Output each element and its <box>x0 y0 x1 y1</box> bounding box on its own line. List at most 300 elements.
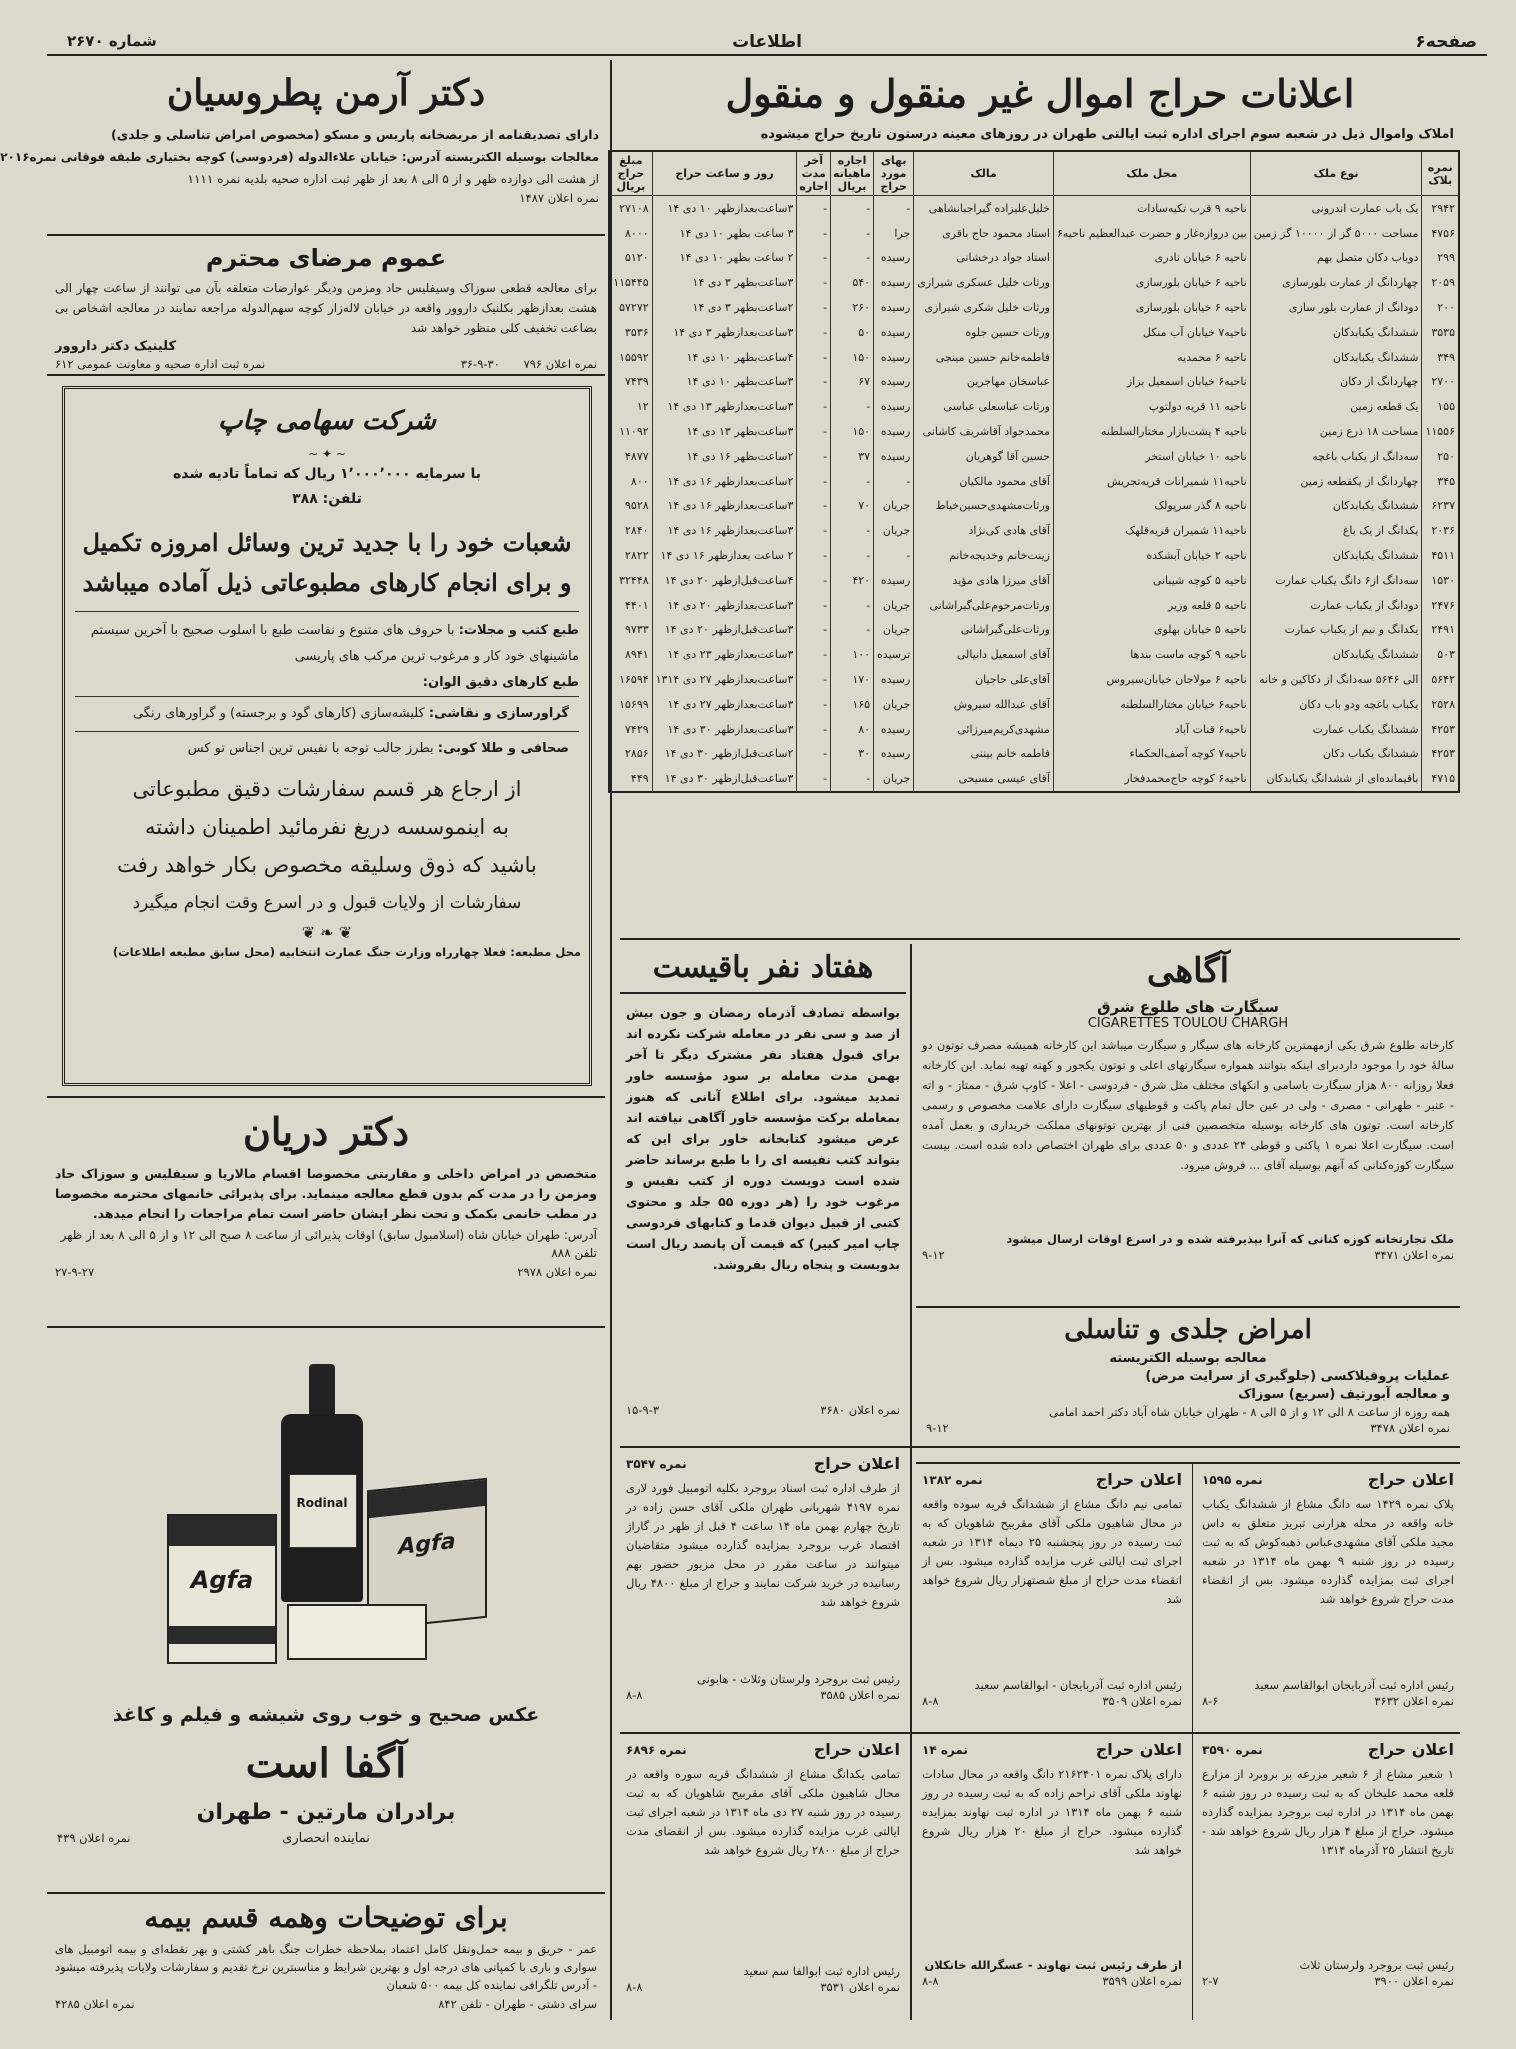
notice-3-sign: رئیس اداره ثبت آذربایجان ابوالقاسم سعید <box>1254 1678 1454 1692</box>
print-closing <box>65 770 589 922</box>
auction-row <box>609 593 1459 618</box>
print-address: محل مطبعه: فعلا چهارراه وزارت جنگ عمارت انتخابیه (محل سابق مطبعه اطلاعات) <box>112 945 581 959</box>
notice-2 <box>916 1468 1188 1730</box>
auction-cell: حسین آقا گوهریان <box>914 444 1054 469</box>
agfa-ad <box>47 1330 605 1890</box>
agfa-dealer: برادران مارتین - طهران <box>196 1800 456 1825</box>
auction-cell: - <box>797 345 831 370</box>
auction-cell: ۲۵۲۸ <box>1422 692 1459 717</box>
page-header <box>47 30 1487 56</box>
can-left-label: Agfa <box>190 1566 254 1594</box>
print-company-ad <box>62 386 592 1086</box>
notice-1-adline <box>620 1687 906 1703</box>
auction-row <box>609 543 1459 568</box>
notice-3-no: نمره ۱۵۹۵ <box>1202 1473 1263 1487</box>
auction-cell: ۱۱۵۴۴۵ <box>609 270 652 295</box>
col-amount: مبلغ حراج بریال <box>609 151 652 196</box>
col-location: محل ملک <box>1053 151 1250 196</box>
print-phone: تلفن: ۳۸۸ <box>292 491 362 507</box>
auction-cell: ۲ساعت‌بعدازظهر ۱۶ دی ۱۴ <box>652 469 797 494</box>
auction-cell: ۵۰۳ <box>1422 642 1459 667</box>
auction-cell: ۱۰۰ <box>831 642 874 667</box>
auction-cell: ۴۴۰۱ <box>609 593 652 618</box>
notice-5-no: نمره ۱۴ <box>922 1743 968 1757</box>
auction-cell: دودانگ از عمارت بلور سازی <box>1250 295 1422 320</box>
notice-2-ad: نمره اعلان ۳۵۰۹ <box>1102 1694 1182 1708</box>
cig-title: آگاهی <box>1146 951 1230 991</box>
page-number: صفحه۶ <box>1415 32 1477 52</box>
auction-cell: ۷۴۳۹ <box>609 370 652 395</box>
auction-cell: ۱۵۵ <box>1422 394 1459 419</box>
general-reg: نمره ثبت اداره صحیه و معاونت عمومی ۶۱۲ <box>55 357 266 371</box>
auction-cell: ۳ساعت‌بظهر ۱۳ دی ۱۴ <box>652 419 797 444</box>
insurance-ad <box>47 1896 605 2020</box>
auction-cell: - <box>797 370 831 395</box>
col-lease: آخر مدت اجاره <box>797 151 831 196</box>
auction-cell: ۳ساعت‌بعدازظهر ۱۳ دی ۱۴ <box>652 394 797 419</box>
notice-6-adline <box>1196 1973 1460 1989</box>
auction-cell: رسیده <box>874 270 914 295</box>
notice-3-title: اعلان حراج <box>1367 1470 1454 1489</box>
auction-cell: ناحیه ۶ خیابان بلورسازی <box>1053 295 1250 320</box>
auction-cell: ۱۶۵ <box>831 692 874 717</box>
notice-6-head <box>1196 1738 1460 1763</box>
auction-cell: ۲۰۳۶ <box>1422 518 1459 543</box>
auction-cell: - <box>874 543 914 568</box>
auction-cell: ۳۲۴۴۸ <box>609 568 652 593</box>
auction-row <box>609 270 1459 295</box>
auction-cell: ۳ساعت‌بعدازظهر ۱۰ دی ۱۴ <box>652 196 797 221</box>
auction-cell: ۳ساعت‌بعدازظهر ۱۶ دی ۱۴ <box>652 518 797 543</box>
general-body: برای معالجه قطعی سوزاک وسیفلیس حاد ومزمن ودیگر عوارضات متعلقه بآن می توانند از ساعت چهار الی هشت بعدازظهر بکلنیک داروور واقعه در خیابان لاله‌زار کوچه سهم‌الدوله مراجعه نمایند در معالجه اشخاص بی بضاعت تخفیف کلی منظور خواهد شد <box>55 281 597 335</box>
auction-cell: - <box>831 618 874 643</box>
auction-cell: ۴۵۱۱ <box>1422 543 1459 568</box>
print-service-1 <box>65 612 589 670</box>
auction-cell: ۲۸۲۲ <box>609 543 652 568</box>
notice-6-title: اعلان حراج <box>1367 1740 1454 1759</box>
auction-row <box>609 320 1459 345</box>
auction-cell: - <box>797 543 831 568</box>
auction-cell: ۱۱۵۵۶ <box>1422 419 1459 444</box>
auction-cell: - <box>874 469 914 494</box>
auction-cell: ششدانگ یکباب عمارت <box>1250 717 1422 742</box>
auction-subtitle: املاک واموال ذیل در شعبه سوم اجرای اداره ثبت ایالتی طهران در روزهای معینه درستون تاریخ حراج میشوده <box>760 127 1454 142</box>
auction-cell: ششدانگ یکبابدکان <box>1250 345 1422 370</box>
auction-cell: زینت‌خانم وخدیجه‌خانم <box>914 543 1054 568</box>
auction-cell: - <box>797 518 831 543</box>
auction-cell: - <box>797 221 831 246</box>
auction-cell: ۴۴۹ <box>609 766 652 792</box>
ornament-icon: ~ ✦ ~ <box>308 447 346 461</box>
seventy-footer <box>620 1400 906 1420</box>
auction-row <box>609 766 1459 792</box>
auction-cell: ناحیه۷ خیابان آب منکل <box>1053 320 1250 345</box>
insurance-footer <box>47 1994 605 2014</box>
cig-ad-no: نمره اعلان ۳۴۷۱ <box>1374 1248 1454 1262</box>
auction-cell: آقای هادی کی‌نژاد <box>914 518 1054 543</box>
notice-3-date: ۸-۶ <box>1202 1694 1219 1708</box>
auction-cell: ۳۵۳۵ <box>1422 320 1459 345</box>
auction-cell: رسیده <box>874 444 914 469</box>
auction-row <box>609 469 1459 494</box>
armen-ad-no: نمره اعلان ۱۴۸۷ <box>519 191 599 205</box>
notice-1-body: از طرف اداره ثبت اسناد بروجرد بکلیه اتومبیل فورد لاری نمره ۴۱۹۷ شهربانی طهران ملکی آقای حسن زاده در تاریخ چهارم بهمن ماه ۱۴ ساعت ۴ قبل از ظهر در گاراژ اقتصاد غرب بروجرد بمزایده گذارده میشود متقاضیان میتوانند در ساعت مقرر در محل مزبور حضور بهم رسانیده در خرید شرکت نمایند و حراج از مبلغ ۴۸۰۰ ریال شروع خواهد شد <box>626 1481 901 1609</box>
derm-adline <box>916 1420 1460 1436</box>
auction-cell: ورثات خلیل عسکری شیرازی <box>914 270 1054 295</box>
auction-cell: - <box>831 394 874 419</box>
notice-1-title: اعلان حراج <box>813 1454 900 1473</box>
notice-5-ad: نمره اعلان ۳۵۹۹ <box>1102 1974 1182 1988</box>
derm-ad-no: نمره اعلان ۳۴۷۸ <box>1370 1421 1450 1435</box>
auction-cell: ۴ساعت‌قبل‌ازظهر ۲۰ دی ۱۴ <box>652 568 797 593</box>
auction-cell: ۱۵۶۹۹ <box>609 692 652 717</box>
auction-cell: جریان <box>874 766 914 792</box>
general-date: ۳۰-۹-۳۶ <box>460 357 500 371</box>
notice-5-body: دارای پلاک نمره ۲۱۶۲۴۰۱ دانگ واقعه در محال سادات نهاوند ملکی آقای نراحم زاده که به ثبت رسیده در روز شنبه ۶ بهمن ماه ۱۳۱۴ در اداره ثبت نهاوند بمزایده گذارده میشود. حراج از مبلغ ۲۰ هزار ریال شروع خواهد شد <box>922 1767 1183 1857</box>
notice-2-body: تمامی نیم دانگ مشاع از ششدانگ قریه سوده واقعه در محال شاهیون ملکی آقای مقربیح شاهویان که به ثبت رسیده در روز پنجشنبه ۲۵ دیماه ۱۳۱۴ در شعبه اجرای ثبت ایالتی غرب مزایده گذارده میشود. بس از انقضاء مدت حراج از مبلغ شصتهزار ریال شروع خواهد شد <box>922 1497 1182 1606</box>
general-ad-no: نمره اعلان ۷۹۶ <box>523 357 597 371</box>
auction-cell: ناحیه ۹ کوچه ماست بندها <box>1053 642 1250 667</box>
notice-5-adline <box>916 1973 1188 1989</box>
notice-1-date: ۸-۸ <box>626 1688 643 1702</box>
auction-cell: ناحیه ۲ خیابان آبشکده <box>1053 543 1250 568</box>
auction-cell: - <box>797 742 831 767</box>
auction-cell: ناحیه ۱۰ خیابان استخر <box>1053 444 1250 469</box>
notice-4-title: اعلان حراج <box>813 1740 900 1759</box>
auction-cell: رسیده <box>874 370 914 395</box>
auction-cell: ۲۸۵۶ <box>609 742 652 767</box>
notice-2-adline <box>916 1693 1188 1709</box>
auction-cell: رسیده <box>874 717 914 742</box>
print-closing-2: به اینموسسه دریغ نفرمائید اطمینان داشته <box>144 815 510 839</box>
notice-4-no: نمره ۶۸۹۶ <box>626 1743 687 1757</box>
auction-section <box>613 64 1460 936</box>
notice-3-ad: نمره اعلان ۳۶۳۲ <box>1374 1694 1454 1708</box>
print-s4-label: صحافی و طلا کوبی: <box>437 741 569 756</box>
auction-cell: ۳ساعت‌بعدازظهر ۲۳ دی ۱۴ <box>652 642 797 667</box>
auction-cell: ۸۹۴۱ <box>609 642 652 667</box>
film-box-icon <box>287 1604 427 1660</box>
agfa-rep: نماینده انحصاری <box>282 1831 370 1846</box>
print-company-name: شرکت سهامی چاپ <box>218 406 436 436</box>
notice-3-body: پلاک نمره ۱۴۲۹ سه دانگ مشاع از ششدانگ یکباب خانه واقعه در محله هزارنی تبریز متعلق به داس مجید ملکی آقای مشهدی‌عباس ذهبه‌کوش که به ثبت رسیده در روز شنبه ۹ بهمن ماه ۱۳۱۴ در شعبه اجرای ثبت بمزایده گذارده میشود. بس از انقضاء مدت حراج شروع خواهد شد <box>1202 1497 1454 1606</box>
auction-header-row <box>609 151 1459 196</box>
auction-cell: آقای عیسی مسیحی <box>914 766 1054 792</box>
auction-cell: ناحیه۶ کوچه حاج‌محمدفخار <box>1053 766 1250 792</box>
auction-cell: ۴۸۷۷ <box>609 444 652 469</box>
auction-cell: ناحیه ۶ مولاجان خیابان‌سیروس <box>1053 667 1250 692</box>
notice-4-body: تمامی یکدانگ مشاع از ششدانگ قریه سوره واقعه در محال شاهیون ملکی آقای مقربیح شاهویان که به ثبت رسیده در روز شنبه ۲۷ دی ماه ۱۳۱۴ در شعبه اجرای ثبت ایالتی غرب مزایده گذارده میشود. بس از انقضای مدت حراج از مبلغ ۲۸۰۰ ریال شروع خواهد شد <box>626 1767 900 1857</box>
auction-cell: ناحیه ۴ پشت‌بازار مختارالسلطنه <box>1053 419 1250 444</box>
auction-cell: جریان <box>874 618 914 643</box>
auction-cell: ششدانگ یکبابدکان <box>1250 642 1422 667</box>
insurance-ad-no: نمره اعلان ۴۲۸۵ <box>55 1997 135 2011</box>
auction-cell: بین دروازه‌غار و حضرت عبدالعظیم ناحیه۶ <box>1053 221 1250 246</box>
armen-ad <box>0 62 605 232</box>
general-clinic: کلینیک دکتر داروور <box>55 339 177 354</box>
seventy-ad <box>620 944 906 1444</box>
notice-3-head <box>1196 1468 1460 1493</box>
notice-1 <box>620 1452 906 1730</box>
auction-cell: - <box>797 246 831 271</box>
auction-row <box>609 196 1459 221</box>
auction-cell: ناحیه ۵ کوچه شیبانی <box>1053 568 1250 593</box>
cig-body: کارخانه طلوع شرق یکی ازمهمترین کارخانه های سیگار و سیگارت میباشد این کارخانه همیشه مصرف توتون دو سالهٔ خود را موجود داردبرای اینکه بتوانند همواره سیگارتهای اعلی و توتون یکجور و کهنه تهیه نماید. این کارخانه فعلا روزانه ۸۰۰ هزار سیگارت باسامی و انکهای مختلف مثل شرق - فردوسی - اعلا - کاوپ شرق - ممتاز - و اته - عنبر - طهرانی - مصری - ولی در عین حال تمام پاکت و قوطیهای سیگارت دارای علامت مخصوص و رسمی کارخانه است. توتون های کارخانه بوسیله متخصصین فنی از بهترین توتونهای مملکت خریداری و بعمل آمده است. سیگارت اعلا نمره ۱ پاکتی و قوطی ۲۴ عددی و ۵۰ عددی برای طهران اختصاص داده شده است. بیست سیگارت کوزه‌کنانی که آنهم بوسیله آقای ... فروش میرود. <box>922 1038 1454 1172</box>
print-service-4 <box>75 731 579 766</box>
issue-number: شماره ۲۶۷۰ <box>67 32 157 50</box>
auction-cell: ناحیه۷ کوچه آصف‌الحکماء <box>1053 742 1250 767</box>
general-ad <box>47 238 605 372</box>
auction-cell: رسیده <box>874 419 914 444</box>
armen-line3: از هشت الی دوازده ظهر و از ۵ الی ۸ بعد از ظهر ثبت اداره صحیه بلدیه نمره ۱۱۱۱ <box>187 172 599 186</box>
agfa-ad-no: نمره اعلان ۴۳۹ <box>57 1831 131 1845</box>
cig-date: ۹-۱۲ <box>922 1248 945 1262</box>
cigarette-ad <box>916 944 1460 1304</box>
auction-cell: ۳ساعت‌قبل‌ازظهر ۳۰ دی ۱۴ <box>652 766 797 792</box>
auction-cell: ۳ساعت‌بعدازظهر ۲۷ دی ۱۳۱۴ <box>652 667 797 692</box>
auction-cell: - <box>831 469 874 494</box>
auction-cell: - <box>797 444 831 469</box>
notice-5 <box>916 1738 1188 2020</box>
auction-cell: عباسخان مهاجرین <box>914 370 1054 395</box>
auction-cell: ۳ساعت‌بظهر ۱۰ دی ۱۴ <box>652 370 797 395</box>
auction-cell: رسیده <box>874 295 914 320</box>
notice-3-adline <box>1196 1693 1460 1709</box>
derm-ad <box>916 1310 1460 1460</box>
agfa-products-illustration <box>167 1364 487 1684</box>
auction-cell: رسیده <box>874 394 914 419</box>
auction-cell: - <box>797 717 831 742</box>
auction-cell: ۲۷۱۰۸ <box>609 196 652 221</box>
auction-cell: - <box>797 469 831 494</box>
auction-cell: رسیده <box>874 246 914 271</box>
notice-2-sign: رئیس اداره ثبت آذربایجان - ابوالقاسم سعید <box>974 1678 1182 1692</box>
armen-title: دکتر آرمن پطروسیان <box>166 72 486 114</box>
auction-row <box>609 618 1459 643</box>
auction-cell: الی ۵۶۴۶ سه‌دانگ از دکاکین و خانه <box>1250 667 1422 692</box>
auction-cell: یکدانگ از یک باغ <box>1250 518 1422 543</box>
derm-sub: معالجه بوسیله الکتریسته <box>1109 1351 1267 1366</box>
notice-6-no: نمره ۳۵۹۰ <box>1202 1743 1263 1757</box>
auction-row <box>609 419 1459 444</box>
newspaper-name: اطلاعات <box>732 32 802 52</box>
col-status: بهای مورد حراج <box>874 151 914 196</box>
general-footer <box>47 356 605 372</box>
auction-cell: ۲ساعت‌قبل‌ازظهر ۳۰ دی ۱۴ <box>652 742 797 767</box>
cig-subtitle-en: CIGARETTES TOULOU CHARGH <box>1087 1016 1289 1031</box>
auction-cell: باقیمانده‌ای از ششدانگ یکبابدکان <box>1250 766 1422 792</box>
auction-cell: ۵۷۲۷۲ <box>609 295 652 320</box>
auction-body <box>609 196 1459 793</box>
auction-cell: - <box>831 246 874 271</box>
insurance-address: سرای دشتی - طهران - تلفن ۸۴۲ <box>438 1997 597 2011</box>
notice-6-sign: رئیس ثبت بروجرد ولرستان ثلاث <box>1299 1958 1454 1972</box>
auction-cell: ۴۲۰ <box>831 568 874 593</box>
general-title: عموم مرضای محترم <box>205 244 447 272</box>
auction-cell: - <box>797 270 831 295</box>
auction-cell: آقای عبدالله سیروش <box>914 692 1054 717</box>
auction-cell: ناحیه۶ قنات آباد <box>1053 717 1250 742</box>
auction-cell: محمدجواد آقاشریف کاشانی <box>914 419 1054 444</box>
auction-row <box>609 246 1459 271</box>
notice-6-body: ۱ شعیر مشاع از ۶ شعیر مزرعه بر بروبرد از مزارع قلعه محمد علیخان که به ثبت رسیده در روز شنبه ۶ بهمن ماه ۱۳۱۴ در اداره ثبت بروجرد بمزایده گذارده میشود. حراج از مبلغ ۴ هزار ریال شروع خواهد شد - تاریخ انتشار ۲۵ آذرماه ۱۳۱۴ <box>1202 1767 1454 1857</box>
auction-cell: ۲۴۹۱ <box>1422 618 1459 643</box>
auction-cell: ناحیه ۹ قرب تکیه‌سادات <box>1053 196 1250 221</box>
auction-cell: چهاردانگ از یکقطعه زمین <box>1250 469 1422 494</box>
auction-cell: - <box>831 766 874 792</box>
auction-cell: ۳ساعت‌قبل‌ازظهر ۲۰ دی ۱۴ <box>652 618 797 643</box>
auction-cell: ۳۷ <box>831 444 874 469</box>
auction-cell: جریان <box>874 518 914 543</box>
auction-row <box>609 494 1459 519</box>
notice-5-sign: از طرف رئیس ثبت نهاوند - عسگرالله خانکلان <box>924 1958 1182 1972</box>
auction-row <box>609 667 1459 692</box>
auction-cell: ۵۶۴۲ <box>1422 667 1459 692</box>
auction-cell: مساحت ۵۰۰۰ گز از ۱۰۰۰۰ گز زمین <box>1250 221 1422 246</box>
print-s3-label: گراورسازی و نقاشی: <box>428 706 569 721</box>
auction-row <box>609 295 1459 320</box>
box-right-label: Agfa <box>398 1528 456 1561</box>
auction-cell: ۲۰۵۹ <box>1422 270 1459 295</box>
notice-2-head <box>916 1468 1188 1493</box>
notice-4-adline <box>620 1979 906 1995</box>
auction-cell: ناحیه۶ خیابان مختارالسلطنه <box>1053 692 1250 717</box>
auction-cell: - <box>831 518 874 543</box>
auction-cell: - <box>797 642 831 667</box>
print-s4-text: بطرز جالب توجه با نفیس ترین اجناس تو کس <box>187 741 434 756</box>
auction-cell: ۴۷۵۶ <box>1422 221 1459 246</box>
auction-cell: - <box>797 593 831 618</box>
auction-cell: مساحت ۱۸ ذرع زمین <box>1250 419 1422 444</box>
auction-cell: آقای‌علی حاجیان <box>914 667 1054 692</box>
auction-cell: ۲۹۴۲ <box>1422 196 1459 221</box>
auction-cell: ۲۰۰ <box>1422 295 1459 320</box>
auction-cell: ناحیه۱۱ شمیران قریه‌قلهک <box>1053 518 1250 543</box>
auction-cell: ۷۰ <box>831 494 874 519</box>
insurance-body: عمر - حریق و بیمه حمل‌ونقل کامل اعتماد بملاحظه خطرات جنگ باهر کشتی و بهر نقطه‌ای و بیمه اتومبیل های سواری و باری با کمپانی های درجه اول و بهترین شرایط و مناسبترین نرخ تقدیم و سفارشات ولایات پذیرفته میشود - آدرس تلگرافی نماینده کل بیمه ۵۰۰ شعبان <box>55 1942 597 1992</box>
print-s3-text: کلیشه‌سازی (کارهای گود و برجسته) و گراورهای رنگی <box>132 706 425 721</box>
auction-cell: ۹۵۲۸ <box>609 494 652 519</box>
auction-cell: - <box>797 196 831 221</box>
auction-cell: ۳۴۹ <box>1422 345 1459 370</box>
auction-cell: ششدانگ یکباب دکان <box>1250 742 1422 767</box>
auction-cell: ششدانگ یکبابدکان <box>1250 320 1422 345</box>
auction-cell: - <box>797 320 831 345</box>
auction-cell: ۱۷۰ <box>831 667 874 692</box>
notice-6-ad: نمره اعلان ۳۹۰۰ <box>1374 1974 1454 1988</box>
notice-1-ad: نمره اعلان ۳۵۸۵ <box>820 1688 900 1702</box>
auction-cell: ناحیه ۶ خیابان نادری <box>1053 246 1250 271</box>
auction-cell: استاد محمود حاج باقری <box>914 221 1054 246</box>
auction-cell: استاد جواد درخشانی <box>914 246 1054 271</box>
auction-cell: ۱۶۵۹۴ <box>609 667 652 692</box>
auction-cell: خلیل‌علیزاده گیراجبانشاهی <box>914 196 1054 221</box>
auction-cell: - <box>831 543 874 568</box>
notice-4 <box>620 1738 906 2020</box>
auction-row <box>609 345 1459 370</box>
agfa-brand: آگفا است <box>245 1740 407 1787</box>
cig-adline <box>916 1247 1460 1263</box>
notice-6 <box>1196 1738 1460 2020</box>
print-headline: شعبات خود را با جدید ترین وسائل امروزه تکمیل و برای انجام کارهای مطبوعاتی ذیل آماده میباشد <box>82 528 572 597</box>
auction-cell: آقای محمود مالکیان <box>914 469 1054 494</box>
auction-cell: ترسیده <box>874 642 914 667</box>
daryan-title: دکتر دریان <box>242 1109 409 1154</box>
auction-cell: - <box>797 692 831 717</box>
daryan-address: آدرس: طهران خیابان شاه (اسلامبول سابق) اوقات پذیرائی از ساعت ۸ صبح الی ۱۲ و از ۵ الی ۸ بعد از ظهر تلفن ۸۸۸ <box>60 1228 597 1260</box>
auction-cell: ۳ساعت‌بظهر ۳ دی ۱۴ <box>652 270 797 295</box>
col-rent: اجاره ماهیانه بریال <box>831 151 874 196</box>
auction-row <box>609 742 1459 767</box>
notice-5-date: ۸-۸ <box>922 1974 939 1988</box>
auction-cell: ناحیه ۵ خیابان بهلوی <box>1053 618 1250 643</box>
auction-cell: جرا <box>874 221 914 246</box>
auction-cell: ۳ساعت‌بعدازظهر ۱۶ دی ۱۴ <box>652 494 797 519</box>
notice-3 <box>1196 1468 1460 1730</box>
print-closing-1: از ارجاع هر قسم سفارشات دقیق مطبوعاتی <box>132 777 522 801</box>
auction-cell: رسیده <box>874 742 914 767</box>
auction-cell: ۲۵۰ <box>1422 444 1459 469</box>
auction-cell: ۱۵۰ <box>831 345 874 370</box>
cig-footer: ملک تجارتخانه کوزه کنانی که آنرا بپذیرفته شده و در اسرع اوقات ارسال میشود <box>1006 1232 1454 1246</box>
bottle-label: Rodinal <box>296 1496 348 1510</box>
auction-cell: ناحیه ۱۱ قریه دولتوپ <box>1053 394 1250 419</box>
auction-cell: ۲۷۰۰ <box>1422 370 1459 395</box>
col-owner: مالک <box>914 151 1054 196</box>
auction-cell: ۳۰ <box>831 742 874 767</box>
auction-cell: ورثات عباسعلی عباسی <box>914 394 1054 419</box>
cig-subtitle-fa: سیگارت های طلوع شرق <box>1097 998 1279 1016</box>
auction-cell: ۴ساعت‌بظهر ۱۰ دی ۱۴ <box>652 345 797 370</box>
auction-cell: ۲۶۰ <box>831 295 874 320</box>
auction-row <box>609 642 1459 667</box>
auction-cell: ششدانگ یکبابدکان <box>1250 543 1422 568</box>
auction-cell: - <box>831 221 874 246</box>
notice-4-date: ۸-۸ <box>626 1980 643 1994</box>
auction-cell: ناحیه ۸ گذر سرپولک <box>1053 494 1250 519</box>
auction-cell: آقای اسمعیل دانیالی <box>914 642 1054 667</box>
auction-cell: رسیده <box>874 667 914 692</box>
auction-cell: ۵۱۲۰ <box>609 246 652 271</box>
daryan-date: ۲۷-۹-۲۷ <box>55 1265 95 1279</box>
auction-row <box>609 370 1459 395</box>
auction-cell: ۲۴۷۶ <box>1422 593 1459 618</box>
notice-2-title: اعلان حراج <box>1095 1470 1182 1489</box>
notice-1-no: نمره ۳۵۴۷ <box>626 1457 687 1471</box>
auction-title: اعلانات حراج اموال غیر منقول و منقول <box>725 71 1355 116</box>
auction-row <box>609 394 1459 419</box>
auction-cell: ناحیه ۶ محمدیه <box>1053 345 1250 370</box>
auction-cell: آقای میرزا هادی مؤید <box>914 568 1054 593</box>
auction-cell: ۸۰۰۰ <box>609 221 652 246</box>
notice-4-sign: رئیس اداره ثبت ابوالفا سم سعید <box>743 1964 900 1978</box>
auction-cell: مشهدی‌کریم‌میرزائی <box>914 717 1054 742</box>
auction-row <box>609 518 1459 543</box>
derm-title: امراض جلدی و تناسلی <box>1064 1315 1312 1345</box>
auction-cell: - <box>797 568 831 593</box>
auction-cell: ۳ساعت‌بعدازظهر ۲۰ دی ۱۴ <box>652 593 797 618</box>
auction-cell: ۲ساعت‌بظهر ۱۶ دی ۱۴ <box>652 444 797 469</box>
notice-6-date: ۲-۷ <box>1202 1974 1219 1988</box>
auction-cell: رسیده <box>874 320 914 345</box>
auction-row <box>609 692 1459 717</box>
auction-cell: ۲۹۹ <box>1422 246 1459 271</box>
notice-5-head <box>916 1738 1188 1763</box>
derm-l3: همه روزه از ساعت ۸ الی ۱۲ و از ۵ الی ۸ - طهران خیابان شاه آباد دکتر احمد امامی <box>1049 1405 1450 1419</box>
auction-cell: - <box>797 618 831 643</box>
auction-cell: جریان <box>874 494 914 519</box>
seventy-body: بواسطه تصادف آذرماه رمضان و جون بیش از صد و سی نفر در معامله شرکت نکرده اند برای قبول هفتاد نفر مشترک دیگر تا آخر بهمن مدت معامله بر سود مؤسسه خاور تمدید میشود. برای اطلاع آنانی که هنوز بمعامله برکت مؤسسه خاور آگاهی نیافته اند عرض میشود کتابخانه خاور برای این که بتواند کتب نفیسه ای را با طبع برساند حاضر شده است دویست دوره از کتب نفیس و مرغوب خود را (هر دوره ۵۵ جلد و محتوی کتبی از قبیل دیوان قدما و کتابهای فردوسی چاپ امیر کبیر) که قیمت آن پانصد ریال است بدویست و پنجاه ریال بفروشد. <box>626 1005 900 1272</box>
